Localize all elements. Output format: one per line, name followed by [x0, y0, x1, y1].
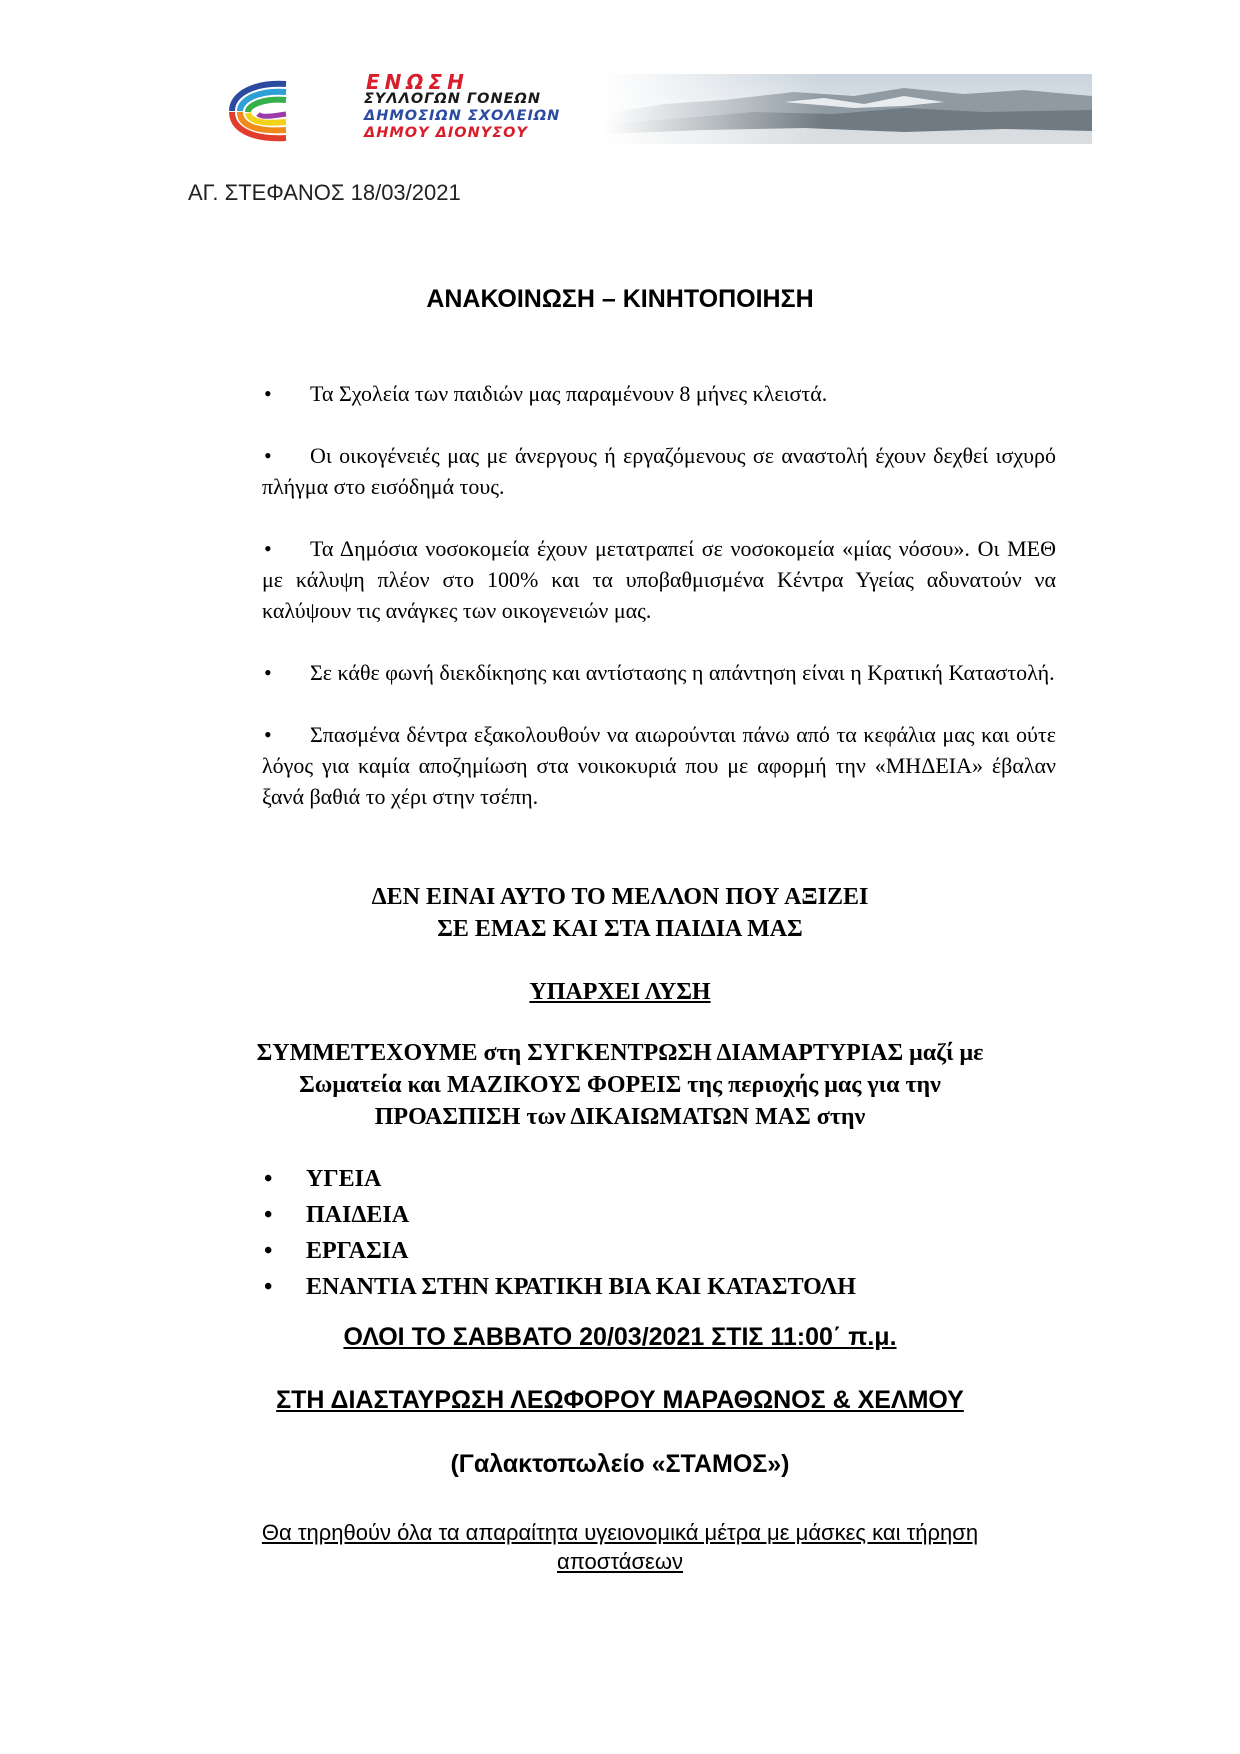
- note-line-2: αποστάσεων: [556, 1549, 684, 1574]
- mountain-photo: [604, 74, 1092, 144]
- list-item: • Τα Σχολεία των παιδιών μας παραμένουν 8 μήνες κλειστά.: [262, 378, 1056, 409]
- bullet-icon: •: [264, 443, 272, 468]
- list-item: • ΠΑΙΔΕΙΑ: [262, 1197, 856, 1233]
- solution-heading: ΥΠΑΡΧΕΙ ΛΥΣΗ: [529, 979, 711, 1005]
- bullet-icon: •: [264, 722, 272, 747]
- call-line-2: Σωματεία και ΜΑΖΙΚΟΥΣ ΦΟΡΕΙΣ της περιοχής μας για την: [299, 1072, 941, 1098]
- grievances-list: [262, 378, 1056, 843]
- note-line-1: Θα τηρηθούν όλα τα απαραίτητα υγειονομικά μέτρα με μάσκες και τήρηση: [261, 1520, 979, 1545]
- list-item: • ΕΝΑΝΤΙΑ ΣΤΗΝ ΚΡΑΤΙΚΗ ΒΙΑ ΚΑΙ ΚΑΤΑΣΤΟΛΗ: [262, 1269, 856, 1305]
- event-landmark: (Γαλακτοπωλείο «ΣΤΑΜΟΣ»): [450, 1450, 790, 1478]
- list-item: • ΕΡΓΑΣΙΑ: [262, 1233, 856, 1269]
- org-line-2: ΣΥΛΛΟΓΩΝ ΓΟΝΕΩΝ: [364, 91, 541, 107]
- header-banner: [224, 72, 1092, 144]
- call-to-action: [0, 1037, 1240, 1133]
- page-title: ΑΝΑΚΟΙΝΩΣΗ – ΚΙΝΗΤΟΠΟΙΗΣΗ: [426, 285, 814, 313]
- event-time: ΟΛΟΙ ΤΟ ΣΑΒΒΑΤΟ 20/03/2021 ΣΤΙΣ 11:00΄ π.μ.: [343, 1323, 897, 1351]
- bullet-icon: •: [264, 381, 272, 406]
- org-line-3: ΔΗΜΟΣΙΩΝ ΣΧΟΛΕΙΩΝ: [364, 108, 561, 124]
- org-line-1: ΕΝΩΣΗ: [366, 70, 469, 94]
- rainbow-logo-icon: [224, 78, 354, 144]
- bullet-icon: •: [264, 1202, 273, 1228]
- organization-name: [364, 70, 561, 142]
- call-line-1: ΣΥΜΜΕΤΈΧΟΥΜΕ στη ΣΥΓΚΕΝΤΡΩΣΗ ΔΙΑΜΑΡΤΥΡΙΑΣ μαζί με: [256, 1040, 984, 1066]
- slogan-line-1: ΔΕΝ ΕΙΝΑΙ ΑΥΤΟ ΤΟ ΜΕΛΛΟΝ ΠΟΥ ΑΞΙΖΕΙ: [371, 884, 869, 910]
- date-line: ΑΓ. ΣΤΕΦΑΝΟΣ 18/03/2021: [188, 180, 461, 205]
- call-line-3: ΠΡΟΑΣΠΙΣΗ των ΔΙΚΑΙΩΜΑΤΩΝ ΜΑΣ στην: [374, 1104, 866, 1130]
- bullet-icon: •: [264, 1238, 273, 1264]
- slogan-line-2: ΣΕ ΕΜΑΣ ΚΑΙ ΣΤΑ ΠΑΙΔΙΑ ΜΑΣ: [437, 916, 803, 942]
- org-line-4: ΔΗΜΟΥ ΔΙΟΝΥΣΟΥ: [364, 125, 528, 141]
- bullet-icon: •: [264, 1166, 273, 1192]
- bullet-icon: •: [264, 660, 272, 685]
- health-measures-note: [200, 1518, 1040, 1576]
- list-item: • Σε κάθε φωνή διεκδίκησης και αντίστασης η απάντηση είναι η Κρατική Καταστολή.: [262, 657, 1056, 688]
- list-item: • Οι οικογένειές μας με άνεργους ή εργαζόμενους σε αναστολή έχουν δεχθεί ισχυρό πλήγμα στο εισόδημά τους.: [262, 440, 1056, 502]
- slogan: [0, 881, 1240, 945]
- list-item: • ΥΓΕΙΑ: [262, 1161, 856, 1197]
- rights-list: [262, 1161, 856, 1305]
- list-item: • Σπασμένα δέντρα εξακολουθούν να αιωρούνται πάνω από τα κεφάλια μας και ούτε λόγος για καμία αποζημίωση στα νοικοκυριά που με αφορμή την «ΜΗΔΕΙΑ» έβαλαν ξανά βαθιά το χέρι στην τσέπη.: [262, 719, 1056, 812]
- bullet-icon: •: [264, 536, 272, 561]
- list-item: • Τα Δημόσια νοσοκομεία έχουν μετατραπεί σε νοσοκομεία «μίας νόσου». Οι ΜΕΘ με κάλυψη πλέον στο 100% και τα υποβαθμισμένα Κέντρα Υγείας αδυνατούν να καλύψουν τις ανάγκες των οικογενειών μας.: [262, 533, 1056, 626]
- bullet-icon: •: [264, 1274, 273, 1300]
- event-location: ΣΤΗ ΔΙΑΣΤΑΥΡΩΣΗ ΛΕΩΦΟΡΟΥ ΜΑΡΑΘΩΝΟΣ & ΧΕΛΜΟΥ: [276, 1386, 964, 1414]
